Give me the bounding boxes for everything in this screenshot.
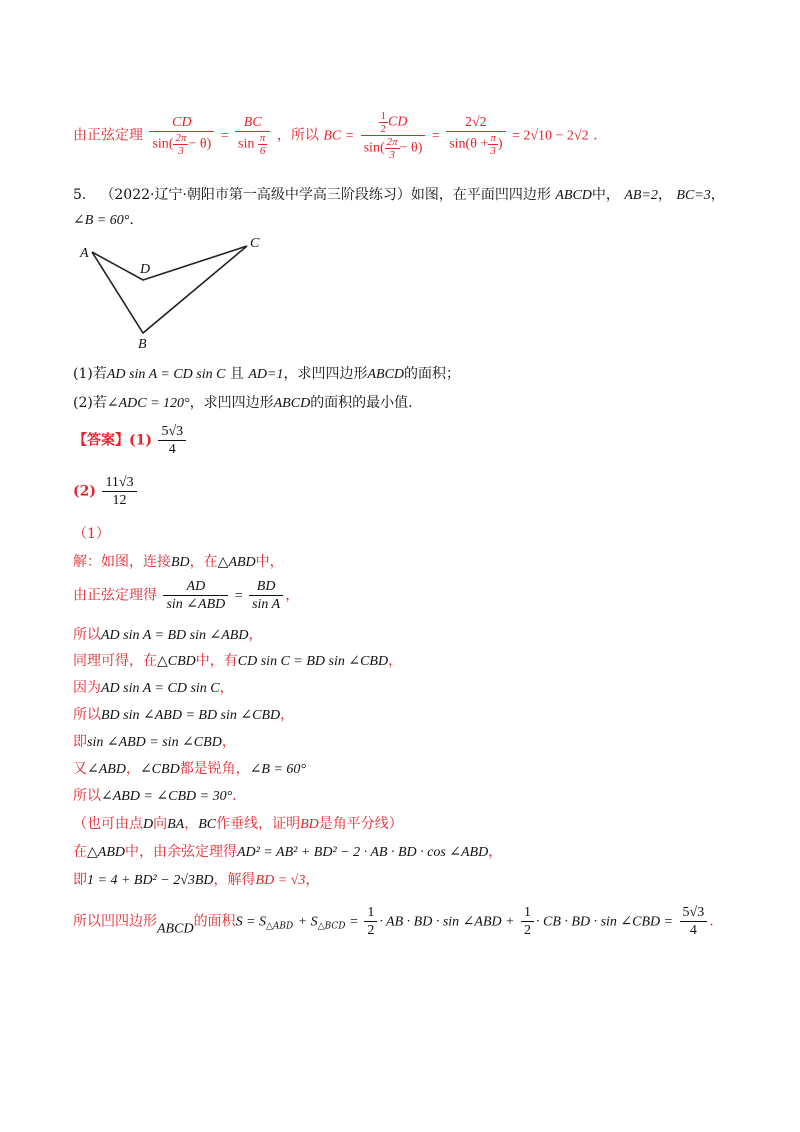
problem-source: （2022·辽宁·朝阳市第一高级中学高三阶段练习）: [100, 187, 411, 203]
prev-prefix: 由正弦定理: [73, 127, 143, 144]
figure-edges: [92, 246, 247, 333]
solution-line-8: 又∠ABD，∠CBD都是锐角，∠B = 60°: [73, 761, 307, 777]
prev-sep: ，所以: [276, 127, 319, 144]
solution-line-5: 因为AD sin A = CD sin C，: [73, 680, 234, 696]
prev-fraction-3: $\frac{1}{2}$ CD sin( $\frac{2\pi}{3}$ − θ): [361, 110, 426, 161]
solution-line-13: 所以凹四边形ABCD的面积$S = S_{\triangle ABD} + S_{\triangle BCD}$ = $\frac{1}{2}$ · AB · BD · sin ∠ABD + $\frac{1}{2}$ · CB · BD · sin ∠CBD = $\frac{5√3}{4}$ .: [73, 905, 714, 938]
label-c: C: [250, 236, 260, 251]
prev-fraction-2: BC sin $\frac{\pi}{6}$: [235, 114, 270, 157]
prev-fraction-4: 2√2 sin(θ + $\frac{\pi}{3}$ ): [446, 114, 505, 157]
solution-line-11: 在△ABD中，由余弦定理得AD² = AB² + BD² − 2 · AB · BD · cos ∠ABD，: [73, 844, 503, 860]
problem-statement: 5． （2022·辽宁·朝阳市第一高级中学高三阶段练习）如图，在平面凹四边形 ABCD中， AB=2， BC=3，: [73, 187, 725, 203]
solution-line-4: 同理可得，在△CBD中，有CD sin C = BD sin ∠CBD，: [73, 653, 403, 669]
label-d: D: [140, 262, 151, 277]
angle-b: ∠B = 60°: [73, 213, 130, 228]
prev-result: = 2√10 − 2√2: [511, 128, 589, 144]
problem-statement-cont: ∠B = 60°.: [73, 212, 134, 228]
question-1: (1)若AD sin A = CD sin C 且 AD=1，求凹四边形ABCD的面积；: [73, 366, 461, 382]
quadrilateral-figure: [75, 232, 275, 356]
solution-line-2: 由正弦定理得 $\frac{AD}{\text{sin ∠ABD}}$ = $\frac{BD}{\text{sin A}}$ ，: [73, 579, 300, 612]
prev-fraction-1: CD sin( $\frac{2\pi}{3}$ − θ): [149, 114, 214, 157]
solution-line-6: 所以BD sin ∠ABD = BD sin ∠CBD，: [73, 707, 295, 723]
label-b: B: [138, 337, 147, 352]
solution-line-10: （也可由点D向BA，BC作垂线，证明BD是角平分线）: [73, 816, 403, 832]
solution-line-9: 所以∠ABD = ∠CBD = 30°.: [73, 788, 237, 804]
answer-1-value: $\frac{5√3}{4}$: [158, 423, 186, 458]
solution-line-3: 所以AD sin A = BD sin ∠ABD，: [73, 627, 263, 643]
question-2: (2)若∠ADC = 120°，求凹四边形ABCD的面积的最小值.: [73, 395, 413, 411]
solution-part-label: （1）: [73, 526, 110, 542]
prev-solution-line: 由正弦定理 CD sin( $\frac{2\pi}{3}$ − θ) = BC sin $\frac{\pi}{6}$ ，所以 BC = $\frac{1}{2}$ CD sin( $\frac{2\pi}{3}$ − θ) = 2√2 sin(θ + $\frac{\pi}{3}$ ) = 2√10 − 2√2 .: [73, 110, 598, 161]
answer-1: 【答案】(1) $\frac{5√3}{4}$: [73, 423, 188, 458]
answer-2-value: $\frac{11√3}{12}$: [102, 474, 136, 509]
problem-number: 5．: [73, 187, 96, 203]
label-a: A: [80, 246, 89, 261]
solution-line-1: 解：如图，连接BD，在△ABD中，: [73, 554, 284, 570]
solution-line-7: 即sin ∠ABD = sin ∠CBD，: [73, 734, 236, 750]
answer-2: (2) $\frac{11√3}{12}$: [73, 474, 139, 509]
solution-line-12: 即1 = 4 + BD² − 2√3BD，解得BD = √3，: [73, 872, 320, 888]
answer-tag: 【答案】: [73, 432, 129, 449]
